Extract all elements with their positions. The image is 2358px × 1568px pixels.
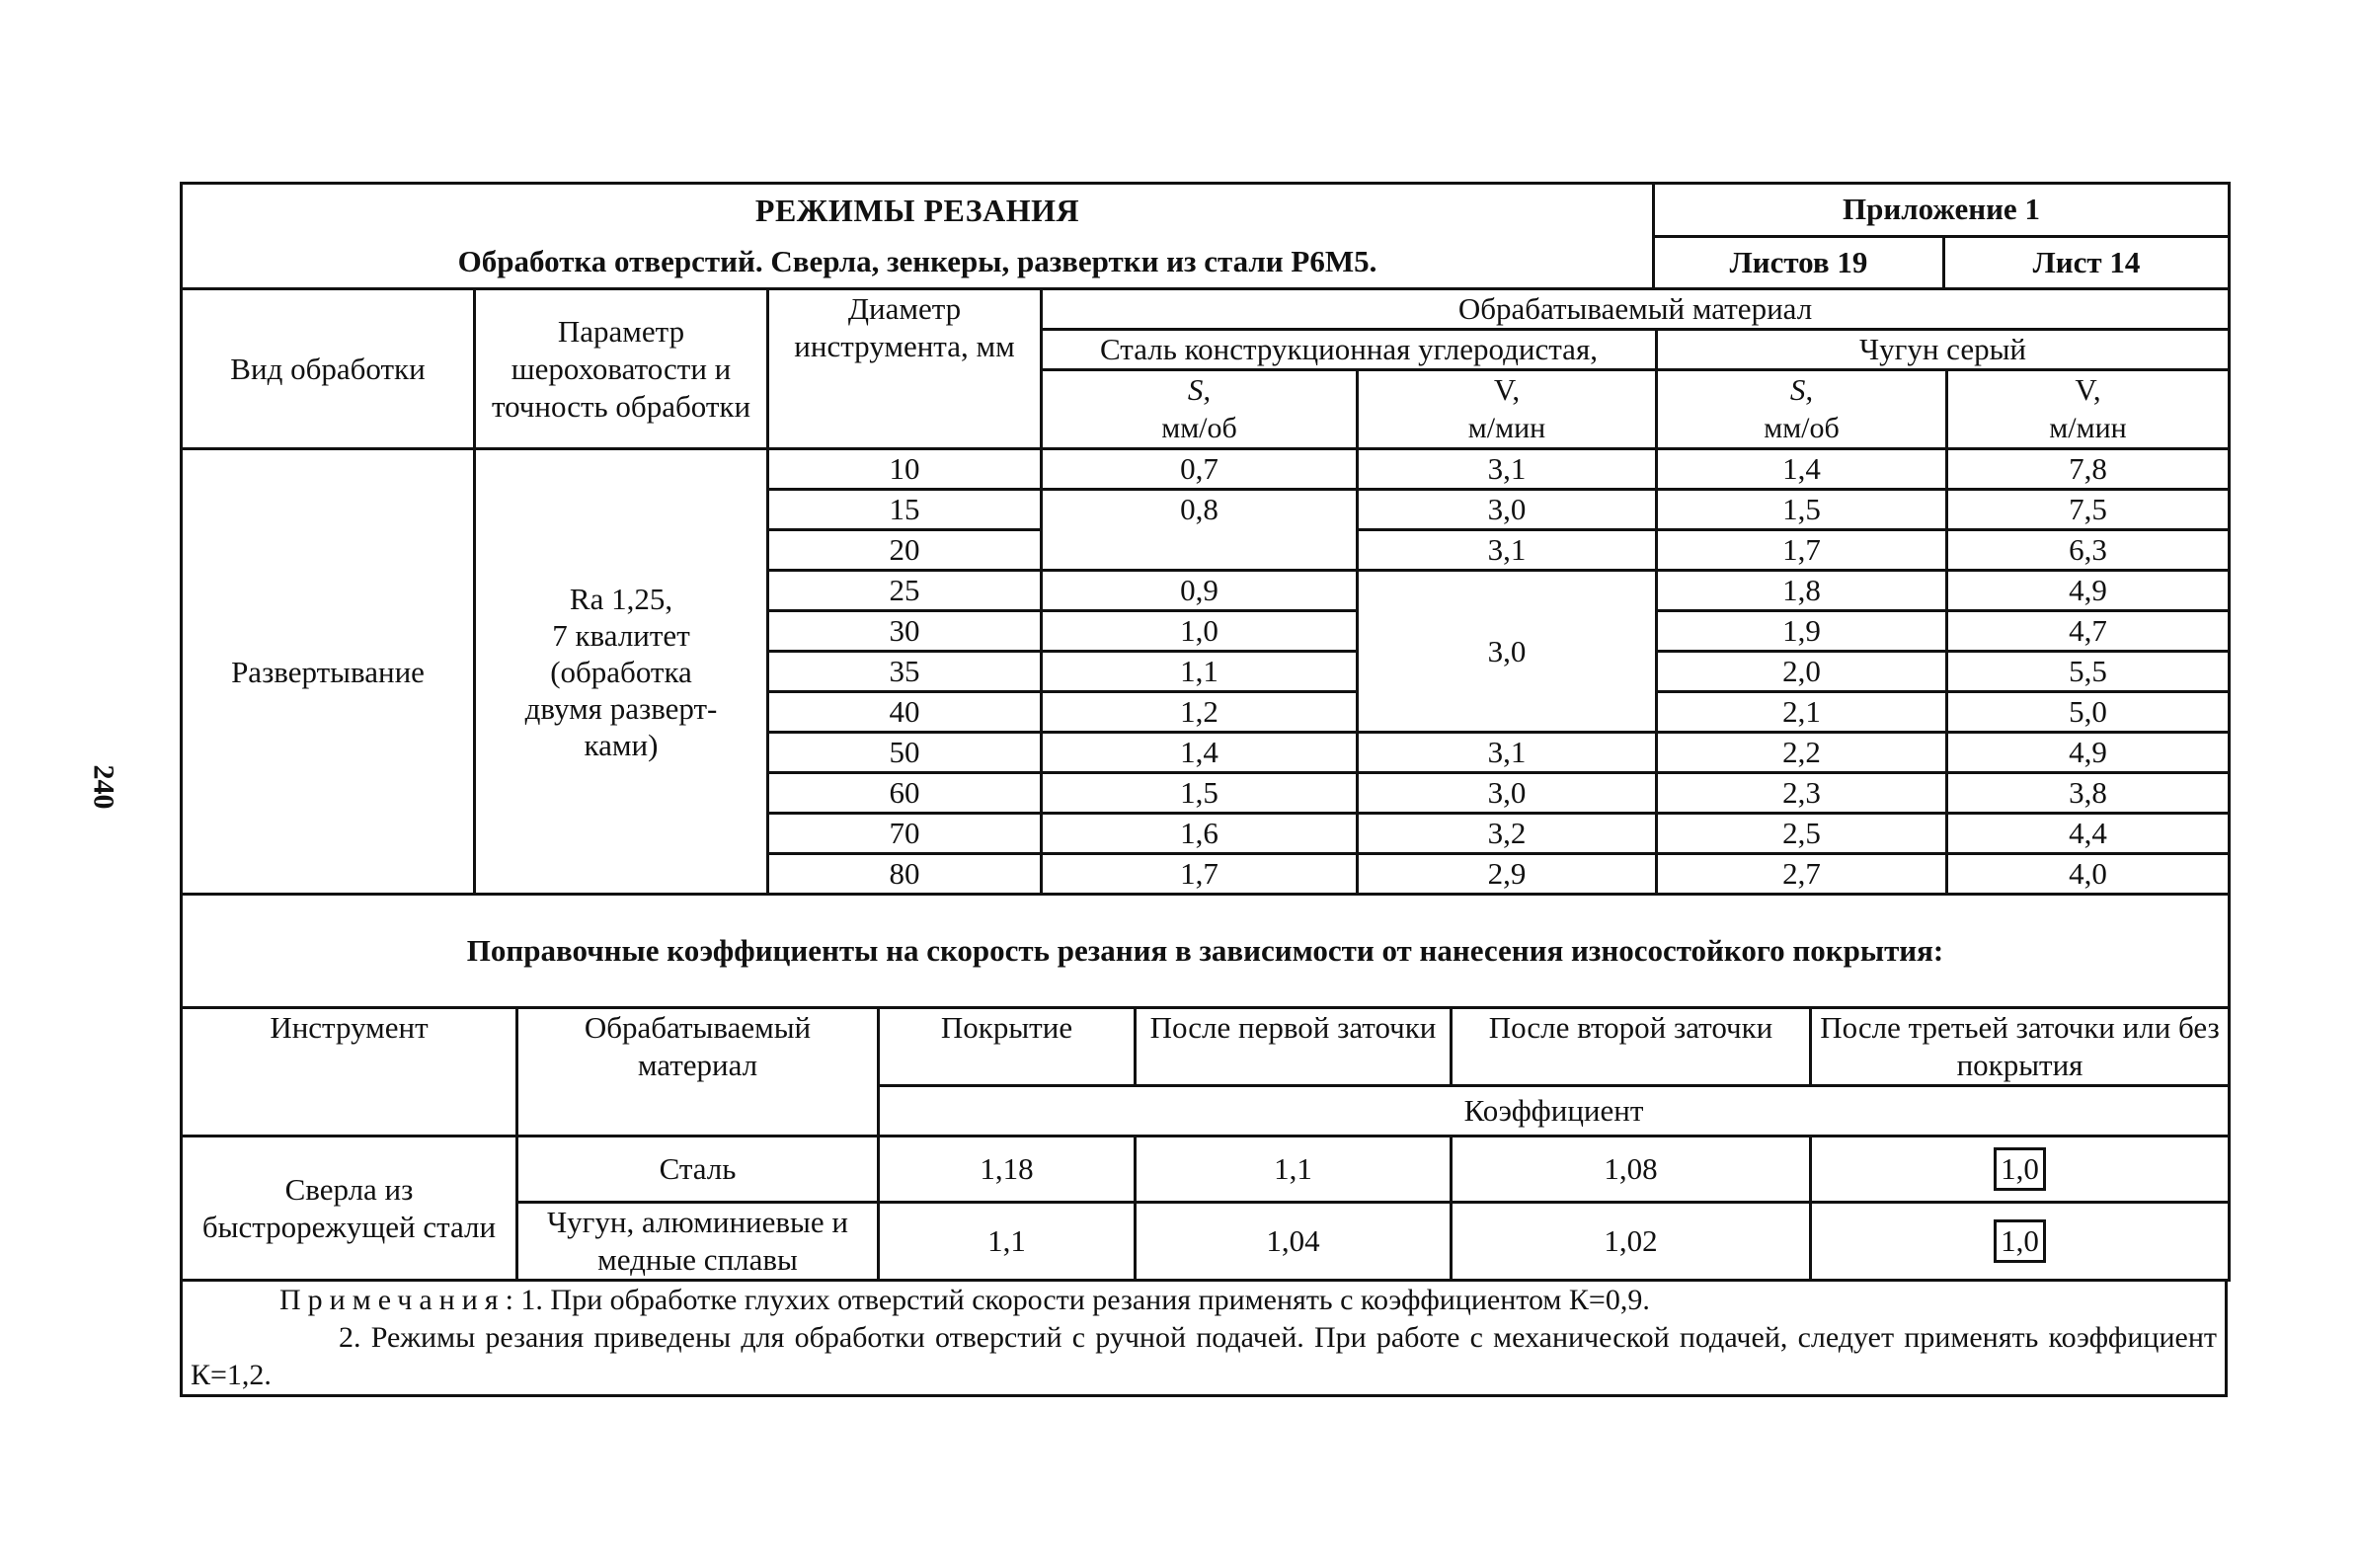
appendix-label: Приложение 1 xyxy=(1654,184,2230,237)
iron-v-cell: 4,0 xyxy=(1947,854,2230,895)
coef-material-cell: Сталь xyxy=(517,1137,879,1203)
v-label: V, xyxy=(1493,372,1521,407)
col-iron-s xyxy=(1657,370,1947,449)
iron-s-cell: 2,7 xyxy=(1657,854,1947,895)
col-steel: Сталь конструкционная углеродистая, xyxy=(1042,330,1657,370)
coef-col-material: Обрабатываемый материал xyxy=(517,1008,879,1137)
coef-after-second-cell: 1,08 xyxy=(1452,1137,1811,1203)
coef-col-coating: Покрытие xyxy=(879,1008,1136,1086)
roughness-line: Ra 1,25, xyxy=(569,581,673,616)
coef-after-second-cell: 1,02 xyxy=(1452,1203,1811,1281)
notes-table xyxy=(180,1279,2228,1397)
diameter-cell: 30 xyxy=(768,611,1042,652)
iron-v-cell: 5,5 xyxy=(1947,652,2230,692)
doc-title: РЕЖИМЫ РЕЗАНИЯ xyxy=(182,184,1654,237)
coef-col-after-third: После третьей заточки или без покрытия xyxy=(1811,1008,2230,1086)
coef-after-first-cell: 1,04 xyxy=(1136,1203,1452,1281)
coef-coating-cell: 1,1 xyxy=(879,1203,1136,1281)
iron-v-cell: 4,4 xyxy=(1947,814,2230,854)
doc-subtitle: Обработка отверстий. Сверла, зенкеры, развертки из стали Р6М5. xyxy=(182,236,1654,289)
diameter-cell: 10 xyxy=(768,449,1042,490)
sheet-number: Лист 14 xyxy=(1944,236,2230,289)
diameter-cell: 40 xyxy=(768,692,1042,733)
notes-label: Примечания xyxy=(279,1284,506,1316)
col-steel-v xyxy=(1358,370,1657,449)
roughness-line: (обработка xyxy=(550,654,692,689)
s-unit: мм/об xyxy=(1161,412,1237,444)
steel-s-cell: 1,6 xyxy=(1042,814,1358,854)
document-sheet xyxy=(180,182,2228,1397)
col-iron-v xyxy=(1947,370,2230,449)
steel-s-cell: 0,8 xyxy=(1042,490,1358,571)
v-unit: м/мин xyxy=(2049,412,2127,444)
note-1: : 1. При обработке глухих отверстий скорости резания применять с коэффициентом К=0,9. xyxy=(505,1284,1650,1316)
page-number: 240 xyxy=(87,764,120,810)
operation-cell: Развертывание xyxy=(182,449,475,895)
steel-v-cell: 3,1 xyxy=(1358,733,1657,773)
steel-v-cell: 3,0 xyxy=(1358,571,1657,733)
note-2: 2. Режимы резания приведены для обработки отверстий с ручной подачей. При работе с механической подачей, следует применять коэффициент К=1,2. xyxy=(191,1321,2217,1391)
diameter-cell: 20 xyxy=(768,530,1042,571)
coef-col-after-first: После первой заточки xyxy=(1136,1008,1452,1086)
diameter-cell: 80 xyxy=(768,854,1042,895)
cutting-modes-table xyxy=(180,287,2231,896)
iron-s-cell: 2,2 xyxy=(1657,733,1947,773)
sheets-total: Листов 19 xyxy=(1654,236,1944,289)
iron-v-cell: 7,8 xyxy=(1947,449,2230,490)
coefficients-table xyxy=(180,893,2231,1282)
iron-v-cell: 4,9 xyxy=(1947,733,2230,773)
iron-s-cell: 2,3 xyxy=(1657,773,1947,814)
coef-col-coefficient: Коэффициент xyxy=(879,1086,2230,1137)
coef-after-first-cell: 1,1 xyxy=(1136,1137,1452,1203)
diameter-cell: 60 xyxy=(768,773,1042,814)
iron-s-cell: 1,4 xyxy=(1657,449,1947,490)
roughness-line: 7 квалитет xyxy=(552,617,690,653)
iron-s-cell: 1,7 xyxy=(1657,530,1947,571)
s-label: S, xyxy=(1187,372,1212,407)
col-material: Обрабатываемый материал xyxy=(1042,289,2230,330)
steel-s-cell: 1,7 xyxy=(1042,854,1358,895)
steel-v-cell: 3,0 xyxy=(1358,490,1657,530)
coef-boxed-value: 1,0 xyxy=(1994,1219,2046,1263)
coef-after-third-cell xyxy=(1811,1137,2230,1203)
coef-col-tool: Инструмент xyxy=(182,1008,517,1137)
roughness-line: ками) xyxy=(584,727,659,762)
coef-tool-cell: Сверла из быстрорежущей стали xyxy=(182,1137,517,1281)
iron-s-cell: 2,0 xyxy=(1657,652,1947,692)
steel-s-cell: 0,9 xyxy=(1042,571,1358,611)
iron-s-cell: 2,1 xyxy=(1657,692,1947,733)
steel-v-cell: 3,2 xyxy=(1358,814,1657,854)
diameter-cell: 70 xyxy=(768,814,1042,854)
col-diameter: Диаметр инструмента, мм xyxy=(768,289,1042,449)
diameter-cell: 25 xyxy=(768,571,1042,611)
coef-material-cell: Чугун, алюминиевые и медные сплавы xyxy=(517,1203,879,1281)
v-label: V, xyxy=(2075,372,2101,407)
diameter-cell: 50 xyxy=(768,733,1042,773)
iron-v-cell: 4,7 xyxy=(1947,611,2230,652)
coef-boxed-value: 1,0 xyxy=(1994,1147,2046,1191)
steel-v-cell: 3,1 xyxy=(1358,530,1657,571)
steel-s-cell: 1,5 xyxy=(1042,773,1358,814)
diameter-cell: 35 xyxy=(768,652,1042,692)
iron-s-cell: 1,5 xyxy=(1657,490,1947,530)
iron-v-cell: 5,0 xyxy=(1947,692,2230,733)
iron-v-cell: 7,5 xyxy=(1947,490,2230,530)
diameter-cell: 15 xyxy=(768,490,1042,530)
steel-s-cell: 1,1 xyxy=(1042,652,1358,692)
coefficients-title: Поправочные коэффициенты на скорость резания в зависимости от нанесения износостойкого покрытия: xyxy=(182,895,2230,1008)
steel-s-cell: 0,7 xyxy=(1042,449,1358,490)
col-roughness: Параметр шероховатости и точность обработки xyxy=(475,289,768,449)
steel-v-cell: 3,1 xyxy=(1358,449,1657,490)
coef-coating-cell: 1,18 xyxy=(879,1137,1136,1203)
coef-after-third-cell xyxy=(1811,1203,2230,1281)
iron-s-cell: 1,9 xyxy=(1657,611,1947,652)
steel-s-cell: 1,2 xyxy=(1042,692,1358,733)
coef-col-after-second: После второй заточки xyxy=(1452,1008,1811,1086)
steel-v-cell: 2,9 xyxy=(1358,854,1657,895)
notes-cell xyxy=(182,1281,2227,1396)
iron-s-cell: 1,8 xyxy=(1657,571,1947,611)
col-operation: Вид обработки xyxy=(182,289,475,449)
s-unit: мм/об xyxy=(1764,412,1840,444)
v-unit: м/мин xyxy=(1467,412,1546,444)
iron-v-cell: 3,8 xyxy=(1947,773,2230,814)
iron-s-cell: 2,5 xyxy=(1657,814,1947,854)
steel-v-cell: 3,0 xyxy=(1358,773,1657,814)
steel-s-cell: 1,4 xyxy=(1042,733,1358,773)
iron-v-cell: 6,3 xyxy=(1947,530,2230,571)
roughness-cell xyxy=(475,449,768,895)
col-steel-s xyxy=(1042,370,1358,449)
roughness-line: двумя разверт- xyxy=(524,690,718,726)
header-table xyxy=(180,182,2231,290)
s-label: S, xyxy=(1789,372,1814,407)
col-iron: Чугун серый xyxy=(1657,330,2230,370)
iron-v-cell: 4,9 xyxy=(1947,571,2230,611)
steel-s-cell: 1,0 xyxy=(1042,611,1358,652)
